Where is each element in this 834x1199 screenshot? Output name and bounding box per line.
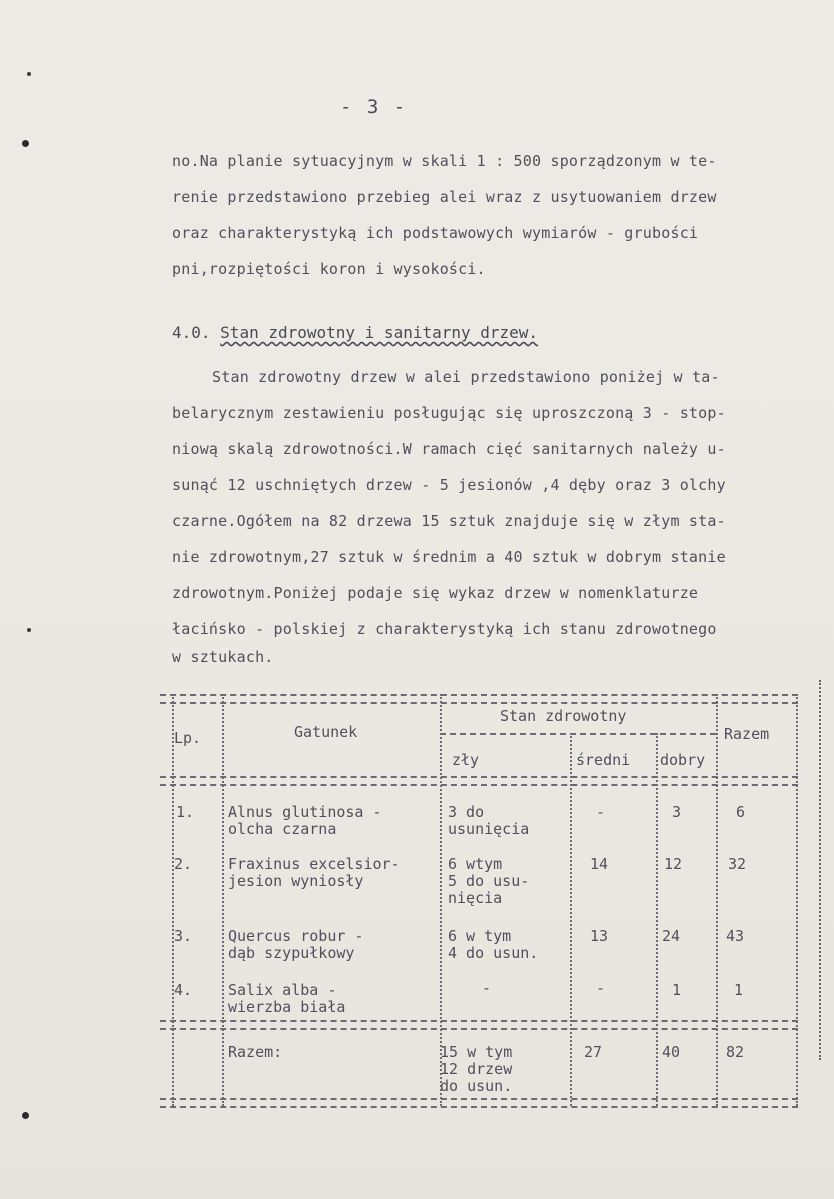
paragraph1-line: no.Na planie sytuacyjnym w skali 1 : 500 sporządzonym w te- [172,152,717,170]
total-razem: 82 [726,1043,745,1061]
page-number: - 3 - [340,96,408,118]
paragraph2-line: zdrowotnym.Poniżej podaje się wykaz drzew w nomenklaturze [172,584,699,602]
table-rule [160,776,798,778]
header-razem: Razem [724,725,770,743]
table-row-razem: 32 [728,855,747,873]
paragraph1-line: oraz charakterystyką ich podstawowych wymiarów - grubości [172,224,699,242]
table-row-razem: 43 [726,927,745,945]
table-row-lp: 2. [174,855,193,873]
punch-hole-mark [22,1112,29,1119]
table-rule [160,702,798,704]
section-title: Stan zdrowotny i sanitarny drzew. [220,323,539,342]
table-row-razem: 6 [736,803,746,821]
table-rule [160,1028,798,1030]
total-zly: 15 w tym 12 drzew do usun. [440,1043,513,1095]
table-rule [172,694,174,1106]
table-row-gatunek: Quercus robur - dąb szypułkowy [228,927,364,962]
table-rule [160,1098,798,1100]
table-row-sredni: 13 [590,927,609,945]
paragraph2-line: belarycznym zestawieniu posługując się uproszczoną 3 - stop- [172,404,726,422]
table-row-lp: 3. [174,927,193,945]
table-rule [796,694,798,1106]
table-row-zly: - [482,979,492,997]
header-stan: Stan zdrowotny [500,707,627,725]
table-row-lp: 4. [174,981,193,999]
table-row-gatunek: Alnus glutinosa - olcha czarna [228,803,382,838]
total-sredni: 27 [584,1043,603,1061]
table-rule [656,733,658,1106]
table-rule [222,694,224,1106]
total-label: Razem: [228,1043,283,1061]
header-gatunek: Gatunek [294,723,358,741]
table-row-gatunek: Fraxinus excelsior- jesion wyniosły [228,855,400,890]
table-row-gatunek: Salix alba - wierzba biała [228,981,346,1016]
header-sredni: średni [576,751,631,769]
table-rule [160,784,798,786]
table-row-sredni: - [596,803,606,821]
total-dobry: 40 [662,1043,681,1061]
header-dobry: dobry [660,751,706,769]
table-row-dobry: 3 [672,803,682,821]
table-row-sredni: - [596,979,606,997]
paragraph1-line: pni,rozpiętości koron i wysokości. [172,260,486,278]
table-rule [440,733,716,735]
section-heading [172,323,538,342]
table-rule [160,1106,798,1108]
table-row-zly: 3 do usunięcia [448,803,530,838]
table-row-lp: 1. [176,803,195,821]
punch-hole-mark [22,140,29,147]
header-lp: Lp. [174,729,202,747]
table-rule [570,733,572,1106]
header-zly: zły [452,751,480,769]
paragraph2-line: czarne.Ogółem na 82 drzewa 15 sztuk znajduje się w złym sta- [172,512,726,530]
table-row-zly: 6 wtym 5 do usu- nięcia [448,855,530,907]
paragraph2-line: łacińsko - polskiej z charakterystyką ich stanu zdrowotnego [172,620,717,638]
paragraph2-line: nie zdrowotnym,27 sztuk w średnim a 40 sztuk w dobrym stanie [172,548,726,566]
table-row-dobry: 1 [672,981,682,999]
table-rule [160,1020,798,1022]
table-row-razem: 1 [734,981,744,999]
table-row-dobry: 12 [664,855,683,873]
table-row-sredni: 14 [590,855,609,873]
paragraph2-line: niową skalą zdrowotności.W ramach cięć sanitarnych należy u- [172,440,726,458]
table-row-dobry: 24 [662,927,681,945]
table-row-zly: 6 w tym 4 do usun. [448,927,539,962]
table-rule [160,694,798,696]
paragraph2-line: Stan zdrowotny drzew w alei przedstawiono poniżej w ta- [212,368,720,386]
paragraph2-line: w sztukach. [172,648,274,666]
page-edge-line [819,680,824,1060]
section-number: 4.0. [172,323,211,342]
paragraph1-line: renie przedstawiono przebieg alei wraz z usytuowaniem drzew [172,188,717,206]
paragraph2-line: sunąć 12 uschniętych drzew - 5 jesionów ,4 dęby oraz 3 olchy [172,476,726,494]
table-rule [716,694,718,1106]
ink-speck [27,628,31,632]
ink-speck [27,72,31,76]
